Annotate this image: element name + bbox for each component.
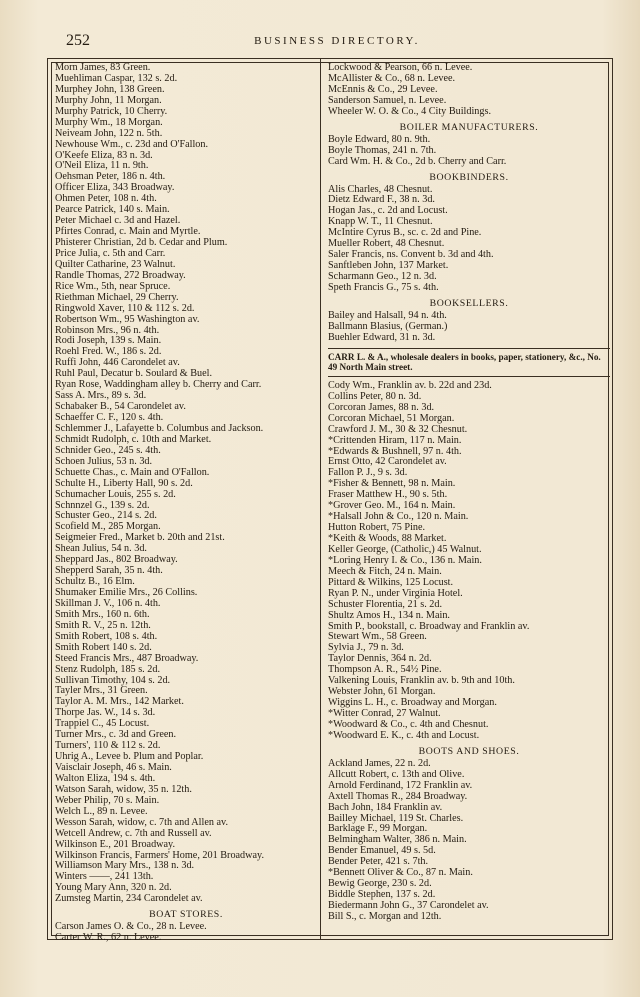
directory-entry: *Woodward & Co., c. 4th and Chesnut.: [328, 718, 489, 730]
boiler-entries: [328, 135, 610, 168]
carr-advertisement: CARR L. & A., wholesale dealers in books, paper, stationery, &c., No. 49 North Main street.: [328, 348, 610, 377]
directory-entry: Bailley Michael, 119 St. Charles.: [328, 812, 464, 824]
directory-entry: Bill S., c. Morgan and 12th.: [328, 910, 442, 922]
directory-entry: O'Neil Eliza, 11 n. 9th.: [55, 160, 149, 172]
directory-entry: Keller George, (Catholic,) 45 Walnut.: [328, 543, 482, 555]
directory-entry: Hogan Jas., c. 2d and Locust.: [328, 205, 448, 217]
directory-entry: Smith P., bookstall, c. Broadway and Franklin av.: [328, 620, 530, 632]
running-head: BUSINESS DIRECTORY.: [254, 35, 420, 47]
directory-entry: Wilkinson Francis, Farmers' Home, 201 Broadway.: [55, 849, 265, 861]
directory-entry: Newhouse Wm., c. 23d and O'Fallon.: [55, 138, 209, 150]
directory-entry: Thompson A. R., 54½ Pine.: [328, 664, 442, 676]
directory-entry: O'Keefe Eliza, 83 n. 3d.: [55, 149, 153, 161]
directory-entry: Weber Philip, 70 s. Main.: [55, 794, 160, 806]
directory-entry: Uhrig A., Levee b. Plum and Poplar.: [55, 751, 204, 763]
directory-entry: Turners', 110 & 112 s. 2d.: [55, 740, 161, 752]
bookbinders-entries: [328, 185, 610, 294]
directory-entry: *Loring Henry I. & Co., 136 n. Main.: [328, 554, 482, 566]
directory-entry: Schuette Chas., c. Main and O'Fallon.: [55, 466, 210, 478]
directory-entry: Bach John, 184 Franklin av.: [328, 801, 443, 813]
directory-entry: Pfirtes Conrad, c. Main and Myrtle.: [55, 226, 201, 238]
directory-entry: Knapp W. T., 11 Chesnut.: [328, 216, 433, 228]
directory-entry: Ballmann Blasius, (German.): [328, 320, 448, 332]
directory-entry: Meech & Fitch, 24 n. Main.: [328, 565, 442, 577]
booksellers-entries-b: [328, 381, 610, 742]
right-top-entries: [328, 63, 610, 118]
directory-entry: Oehsman Peter, 186 n. 4th.: [55, 171, 166, 183]
directory-entry: Ringwold Xaver, 110 & 112 s. 2d.: [55, 302, 195, 314]
directory-entry: Fallon P. J., 9 s. 3d.: [328, 467, 408, 479]
directory-entry: Biddle Stephen, 137 s. 2d.: [328, 889, 436, 901]
directory-entry: Ruffi John, 446 Carondelet av.: [55, 357, 180, 369]
directory-entry: Axtell Thomas R., 284 Broadway.: [328, 790, 468, 802]
directory-entry: *Crittenden Hiram, 117 n. Main.: [328, 434, 462, 446]
directory-entry: Peter Michael c. 3d and Hazel.: [55, 215, 181, 227]
page-header: [62, 32, 612, 52]
directory-entry: Murphy Wm., 18 Morgan.: [55, 116, 163, 128]
directory-entry: Cody Wm., Franklin av. b. 22d and 23d.: [328, 379, 492, 391]
directory-entry: Corcoran James, 88 n. 3d.: [328, 401, 435, 413]
directory-entry: Pearce Patrick, 140 s. Main.: [55, 204, 170, 216]
directory-entry: Ackland James, 22 n. 2d.: [328, 757, 431, 769]
boots-entries: [328, 759, 610, 923]
directory-entry: Schoen Julius, 53 n. 3d.: [55, 455, 153, 467]
directory-entry: *Bennett Oliver & Co., 87 n. Main.: [328, 867, 473, 879]
directory-entry: Lockwood & Pearson, 66 n. Levee.: [328, 63, 473, 73]
directory-entry: Arnold Ferdinand, 172 Franklin av.: [328, 779, 473, 791]
directory-entry: Bender Emanuel, 49 s. 5d.: [328, 845, 436, 857]
directory-entry: Muehliman Caspar, 132 s. 2d.: [55, 72, 178, 84]
page-number: 252: [66, 32, 90, 49]
directory-entry: Skillman J. V., 106 n. 4th.: [55, 597, 161, 609]
directory-entry: Murphey John, 138 Green.: [55, 83, 165, 95]
directory-entry: *Woodward E. K., c. 4th and Locust.: [328, 729, 480, 741]
directory-entry: Schuster Florentia, 21 s. 2d.: [328, 598, 443, 610]
directory-entry: Winters ——, 241 13th.: [55, 871, 154, 883]
section-heading-boat-stores: BOAT STORES.: [149, 909, 223, 921]
directory-entry: Trappiel C., 45 Locust.: [55, 718, 150, 730]
directory-entry: Ryan P. N., under Virginia Hotel.: [328, 587, 463, 599]
directory-entry: Webster John, 61 Morgan.: [328, 686, 436, 698]
directory-entry: Schlemmer J., Lafayette b. Columbus and Jackson.: [55, 422, 264, 434]
section-heading-booksellers: BOOKSELLERS.: [429, 297, 509, 309]
directory-entry: Stenz Rudolph, 185 s. 2d.: [55, 663, 160, 675]
directory-entry: Schabaker B., 54 Carondelet av.: [55, 401, 186, 413]
directory-entry: Thorpe Jas. W., 14 s. 3d.: [55, 707, 156, 719]
directory-entry: *Witter Conrad, 27 Walnut.: [328, 708, 441, 719]
directory-entry: Phisterer Christian, 2d b. Cedar and Plum.: [55, 237, 228, 248]
directory-entry: Turner Mrs., c. 3d and Green.: [55, 729, 177, 741]
directory-entry: *Edwards & Bushnell, 97 n. 4th.: [328, 445, 462, 457]
directory-entry: Allcutt Robert, c. 13th and Olive.: [328, 768, 465, 780]
directory-entry: Scofield M., 285 Morgan.: [55, 521, 161, 533]
left-entries: [55, 63, 317, 905]
directory-entry: Riethman Michael, 29 Cherry.: [55, 291, 179, 303]
directory-entry: Wiggins L. H., c. Broadway and Morgan.: [328, 697, 497, 709]
directory-entry: Mueller Robert, 48 Chesnut.: [328, 238, 445, 250]
directory-entry: McIntire Cyrus B., sc. c. 2d and Pine.: [328, 227, 482, 239]
directory-entry: Schnnzel G., 139 s. 2d.: [55, 499, 150, 511]
directory-entry: Walton Eliza, 194 s. 4th.: [55, 772, 156, 784]
directory-entry: Sheppard Jas., 802 Broadway.: [55, 554, 178, 566]
directory-entry: Dietz Edward F., 38 n. 3d.: [328, 194, 435, 206]
directory-entry: Wesson Sarah, widow, c. 7th and Allen av.: [55, 816, 228, 828]
directory-entry: Biedermann John G., 37 Carondelet av.: [328, 900, 489, 911]
directory-entry: Welch L., 89 n. Levee.: [55, 805, 148, 817]
directory-entry: Seigmeier Fred., Market b. 20th and 21st.: [55, 532, 225, 544]
directory-entry: Sass A. Mrs., 89 s. 3d.: [55, 390, 147, 402]
directory-entry: Sullivan Timothy, 104 s. 2d.: [55, 674, 171, 686]
column-divider: [320, 59, 321, 939]
directory-entry: Officer Eliza, 343 Broadway.: [55, 182, 175, 194]
directory-entry: Ernst Otto, 42 Carondelet av.: [328, 456, 447, 468]
directory-entry: Speth Francis G., 75 s. 4th.: [328, 281, 439, 293]
directory-entry: Bender Peter, 421 s. 7th.: [328, 856, 429, 868]
directory-entry: Pittard & Wilkins, 125 Locust.: [328, 576, 454, 588]
directory-entry: Shean Julius, 54 n. 3d.: [55, 543, 147, 555]
directory-entry: Collins Peter, 80 n. 3d.: [328, 390, 422, 402]
directory-entry: Boyle Edward, 80 n. 9th.: [328, 133, 431, 145]
directory-entry: Card Wm. H. & Co., 2d b. Cherry and Carr.: [328, 155, 507, 167]
directory-entry: Schaeffer C. F., 120 s. 4th.: [55, 412, 164, 423]
directory-entry: Roehl Fred. W., 186 s. 2d.: [55, 346, 162, 358]
directory-entry: Fraser Matthew H., 90 s. 5th.: [328, 489, 448, 501]
directory-entry: Schmidt Rudolph, c. 10th and Market.: [55, 433, 212, 445]
directory-entry: *Grover Geo. M., 164 n. Main.: [328, 500, 456, 512]
directory-entry: Smith Mrs., 160 n. 6th.: [55, 608, 150, 620]
directory-entry: Quilter Catharine, 23 Walnut.: [55, 258, 176, 270]
directory-entry: Barklage F., 99 Morgan.: [328, 823, 428, 835]
directory-entry: Schumacher Louis, 255 s. 2d.: [55, 488, 176, 500]
directory-entry: Carter W. R., 62 n. Levee.: [55, 932, 162, 944]
directory-entry: Watson Sarah, widow, 35 n. 12th.: [55, 783, 192, 795]
directory-entry: Ruhl Paul, Decatur b. Soulard & Buel.: [55, 368, 213, 380]
right-column: [328, 63, 610, 923]
directory-entry: Bailey and Halsall, 94 n. 4th.: [328, 309, 447, 321]
directory-entry: Shumaker Emilie Mrs., 26 Collins.: [55, 587, 198, 598]
directory-entry: *Keith & Woods, 88 Market.: [328, 533, 447, 544]
directory-entry: Ohmen Peter, 108 n. 4th.: [55, 193, 157, 205]
directory-entry: Carson James O. & Co., 28 n. Levee.: [55, 921, 207, 933]
directory-entry: Neiveam John, 122 n. 5th.: [55, 127, 163, 139]
directory-entry: Murphy John, 11 Morgan.: [55, 94, 162, 106]
directory-entry: Young Mary Ann, 320 n. 2d.: [55, 882, 172, 894]
directory-entry: Wheeler W. O. & Co., 4 City Buildings.: [328, 105, 491, 117]
directory-entry: Sanftleben John, 137 Market.: [328, 260, 449, 272]
directory-entry: Saler Francis, ns. Convent b. 3d and 4th.: [328, 249, 494, 261]
left-column: [55, 63, 317, 944]
directory-entry: *Fisher & Bennett, 98 n. Main.: [328, 478, 456, 490]
directory-entry: Crawford J. M., 30 & 32 Chesnut.: [328, 423, 468, 435]
directory-entry: Murphy Patrick, 10 Cherry.: [55, 105, 168, 117]
section-heading-bookbinders: BOOKBINDERS.: [429, 171, 509, 183]
directory-entry: Valkening Louis, Franklin av. b. 9th and 10th.: [328, 675, 515, 687]
directory-entry: Rice Wm., 5th, near Spruce.: [55, 280, 171, 292]
directory-entry: Vaisclair Joseph, 46 s. Main.: [55, 762, 172, 773]
directory-entry: Smith Robert 140 s. 2d.: [55, 641, 152, 653]
directory-entry: Sanderson Samuel, n. Levee.: [328, 94, 447, 106]
directory-entry: Robinson Mrs., 96 n. 4th.: [55, 324, 160, 336]
directory-entry: Morn James, 83 Green.: [55, 63, 151, 73]
directory-entry: Bewig George, 230 s. 2d.: [328, 878, 432, 890]
directory-entry: Corcoran Michael, 51 Morgan.: [328, 412, 455, 424]
directory-entry: Alis Charles, 48 Chesnut.: [328, 183, 433, 195]
directory-entry: Williamson Mary Mrs., 138 n. 3d.: [55, 860, 195, 872]
directory-entry: Shultz Amos H., 134 n. Main.: [328, 609, 450, 621]
directory-entry: Shepperd Sarah, 35 n. 4th.: [55, 565, 163, 577]
directory-entry: Schulte H., Liberty Hall, 90 s. 2d.: [55, 477, 193, 489]
directory-entry: Randle Thomas, 272 Broadway.: [55, 269, 186, 281]
page-frame: [47, 58, 613, 944]
directory-entry: Wilkinson E., 201 Broadway.: [55, 838, 176, 850]
directory-entry: Hutton Robert, 75 Pine.: [328, 522, 426, 534]
directory-entry: Stewart Wm., 58 Green.: [328, 631, 427, 643]
directory-entry: *Halsall John & Co., 120 n. Main.: [328, 511, 469, 523]
directory-entry: McEnnis & Co., 29 Levee.: [328, 83, 438, 95]
directory-entry: Tayler Mrs., 31 Green.: [55, 685, 148, 697]
boat-stores-entries: [55, 922, 317, 944]
directory-entry: Steed Francis Mrs., 487 Broadway.: [55, 652, 199, 664]
directory-entry: Ryan Rose, Waddingham alley b. Cherry and Carr.: [55, 379, 262, 391]
directory-entry: Schultz B., 16 Elm.: [55, 576, 135, 588]
directory-entry: Price Julia, c. 5th and Carr.: [55, 247, 166, 259]
directory-entry: Schuster Geo., 214 s. 2d.: [55, 510, 157, 522]
directory-entry: Taylor A. M. Mrs., 142 Market.: [55, 696, 184, 708]
booksellers-entries-a: [328, 311, 610, 344]
section-heading-boiler-manufacturers: BOILER MANUFACTURERS.: [399, 121, 539, 133]
directory-entry: Belmingham Walter, 386 n. Main.: [328, 834, 467, 846]
directory-entry: Scharmann Geo., 12 n. 3d.: [328, 271, 437, 282]
directory-entry: Smith Robert, 108 s. 4th.: [55, 630, 158, 642]
section-heading-boots-and-shoes: BOOTS AND SHOES.: [418, 745, 520, 757]
directory-entry: Rodi Joseph, 139 s. Main.: [55, 335, 162, 347]
directory-entry: Robertson Wm., 95 Washington av.: [55, 313, 200, 325]
directory-entry: Sylvia J., 79 n. 3d.: [328, 642, 404, 654]
directory-entry: Taylor Dennis, 364 n. 2d.: [328, 653, 432, 665]
directory-entry: Smith R. V., 25 n. 12th.: [55, 619, 151, 631]
directory-entry: Schnider Geo., 245 s. 4th.: [55, 444, 161, 456]
directory-entry: McAllister & Co., 68 n. Levee.: [328, 72, 456, 84]
directory-entry: Boyle Thomas, 241 n. 7th.: [328, 144, 437, 156]
directory-entry: Wetcell Andrew, c. 7th and Russell av.: [55, 827, 212, 839]
directory-entry: Zumsteg Martin, 234 Carondelet av.: [55, 893, 203, 905]
directory-entry: Buehler Edward, 31 n. 3d.: [328, 331, 436, 343]
